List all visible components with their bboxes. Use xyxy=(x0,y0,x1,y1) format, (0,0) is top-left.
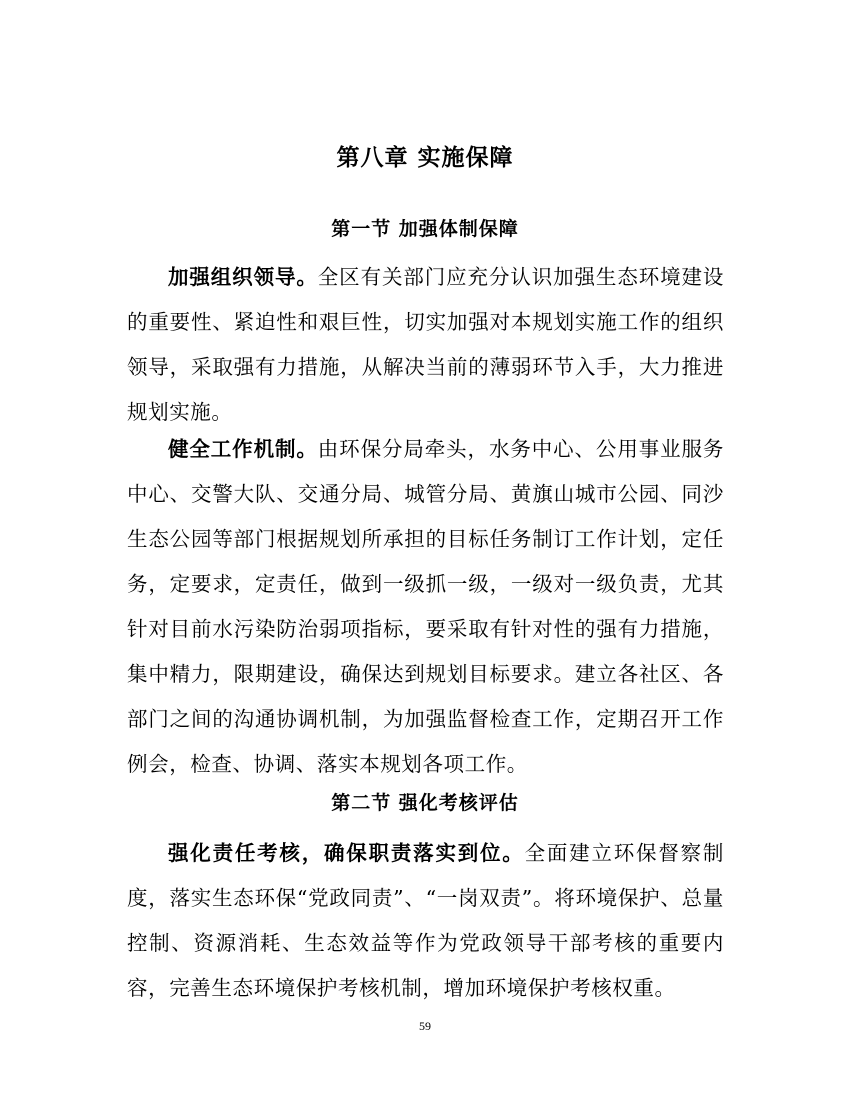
paragraph-work-mechanism xyxy=(127,427,724,787)
section-title-2: 第二节 强化考核评估 xyxy=(331,792,519,814)
paragraph-responsibility-assessment xyxy=(127,831,724,1011)
paragraph-lead: 健全工作机制。 xyxy=(168,437,318,461)
paragraph-text: 全面建立环保督察制度，落实生态环保“党政同责”、“一岗双责”。将环境保护、总量控制、资源消耗、生态效益等作为党政领导干部考核的重要内容，完善生态环境保护考核机制，增加环境保护考核权重。 xyxy=(127,841,724,1000)
paragraph-organization-leadership xyxy=(127,255,724,435)
page-number: 59 xyxy=(419,1019,431,1033)
chapter-title: 第八章 实施保障 xyxy=(336,144,514,171)
paragraph-text: 全区有关部门应充分认识加强生态环境建设的重要性、紧迫性和艰巨性，切实加强对本规划实施工作的组织领导，采取强有力措施，从解决当前的薄弱环节入手，大力推进规划实施。 xyxy=(127,265,725,424)
section-title-1: 第一节 加强体制保障 xyxy=(331,218,519,240)
paragraph-lead: 强化责任考核，确保职责落实到位。 xyxy=(168,841,525,865)
paragraph-text: 由环保分局牵头，水务中心、公用事业服务中心、交警大队、交通分局、城管分局、黄旗山城市公园、同沙生态公园等部门根据规划所承担的目标任务制订工作计划，定任务，定要求，定责任，做到一级抓一级，一级对一级负责，尤其针对目前水污染防治弱项指标，要采取有针对性的强有力措施，集中精力，限期建设，确保达到规划目标要求。建立各社区、各部门之间的沟通协调机制，为加强监督检查工作，定期召开工作例会，检查、协调、落实本规划各项工作。 xyxy=(127,437,725,776)
paragraph-lead: 加强组织领导。 xyxy=(168,265,318,289)
